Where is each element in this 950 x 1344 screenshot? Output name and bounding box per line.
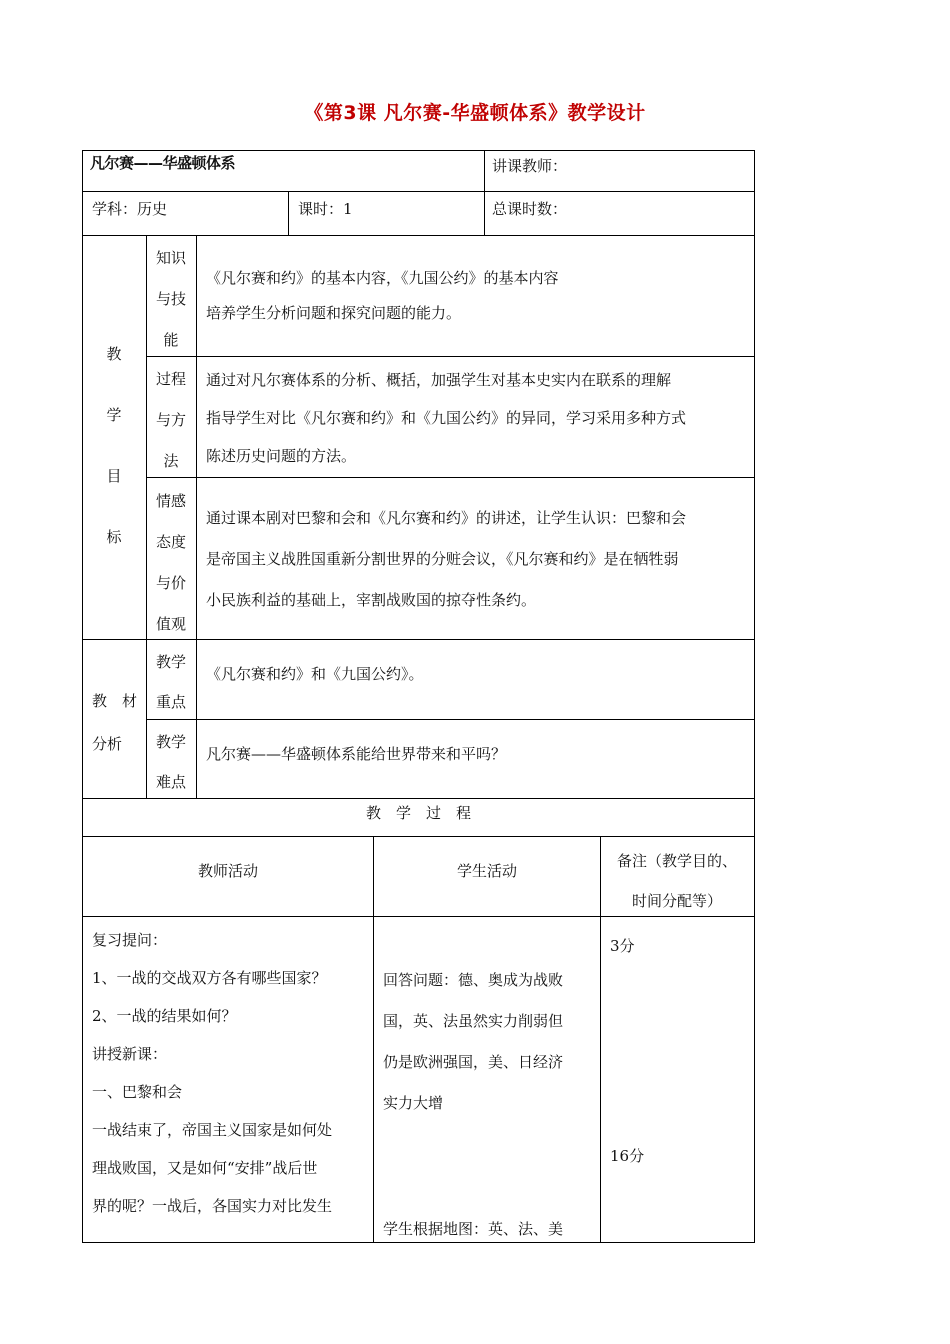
col-teacher-activity: 教师活动	[197, 862, 258, 880]
process-content: 通过对凡尔赛体系的分析、概括，加强学生对基本史实内在联系的理解 指导学生对比《凡尔赛和约》和《九国公约》的异同，学习采用多种方式 陈述历史问题的方法。	[206, 371, 687, 465]
analysis-label: 教 材 分析	[92, 692, 138, 753]
emotion-content: 通过课本剧对巴黎和会和《凡尔赛和约》的讲述，让学生认识：巴黎和会 是帝国主义战胜国重新分割世界的分赃会议，《凡尔赛和约》是在牺牲弱 小民族利益的基础上，宰割战败国的掠夺性条约。	[206, 509, 687, 609]
student-activity-text: 回答问题：德、奥成为战败 国，英、法虽然实力削弱但 仍是欧洲强国，美、日经济 实力大增	[383, 971, 564, 1112]
table-border	[146, 477, 755, 478]
topic-cell: 凡尔赛——华盛顿体系	[90, 154, 236, 172]
table-border	[82, 150, 83, 1243]
table-border	[373, 836, 374, 1243]
knowledge-content: 《凡尔赛和约》的基本内容，《九国公约》的基本内容 培养学生分析问题和探究问题的能力。	[206, 269, 559, 322]
process-label: 过程 与方 法	[155, 370, 186, 470]
col-student-activity: 学生活动	[456, 862, 517, 880]
note-time-1: 3分	[610, 937, 635, 955]
subject-label: 学科：历史	[92, 200, 168, 218]
table-border	[82, 235, 755, 236]
table-border	[82, 150, 755, 151]
table-border	[82, 191, 755, 192]
difficult-point-label: 教学 难点	[155, 733, 186, 791]
process-heading: 教 学 过 程	[365, 804, 471, 822]
table-border	[754, 150, 755, 1243]
total-hours-label: 总课时数：	[492, 200, 568, 218]
key-point-label: 教学 重点	[155, 653, 186, 711]
difficult-point-content: 凡尔赛——华盛顿体系能给世界带来和平吗？	[206, 745, 507, 763]
knowledge-label: 知识 与技 能	[155, 249, 186, 349]
table-border	[484, 150, 485, 236]
note-time-2: 16分	[610, 1147, 645, 1165]
teacher-label: 讲课教师：	[492, 157, 568, 175]
table-border	[146, 356, 755, 357]
col-notes: 备注（教学目的、 时间分配等）	[616, 852, 737, 910]
key-point-content: 《凡尔赛和约》和《九国公约》。	[206, 665, 424, 683]
teacher-activity-text: 复习提问： 1、一战的交战双方各有哪些国家？ 2、一战的结果如何？ 讲授新课： 一、巴黎和会 一战结束了，帝国主义国家是如何处 理战败国，又是如何“安排”战后世 界的呢？一战后，各国实力对比发生	[92, 931, 333, 1215]
student-activity-text-2: 学生根据地图：英、法、美	[383, 1220, 564, 1238]
document-title: 《第3课 凡尔赛-华盛顿体系》教学设计	[304, 102, 646, 124]
table-border	[82, 1242, 755, 1243]
hours-label: 课时：1	[298, 200, 353, 218]
table-border	[146, 719, 755, 720]
emotion-label: 情感 态度 与价 值观	[155, 492, 186, 633]
goals-label: 教 学 目 标	[106, 345, 122, 546]
table-border	[288, 191, 289, 236]
table-border	[196, 235, 197, 799]
table-border	[82, 836, 755, 837]
